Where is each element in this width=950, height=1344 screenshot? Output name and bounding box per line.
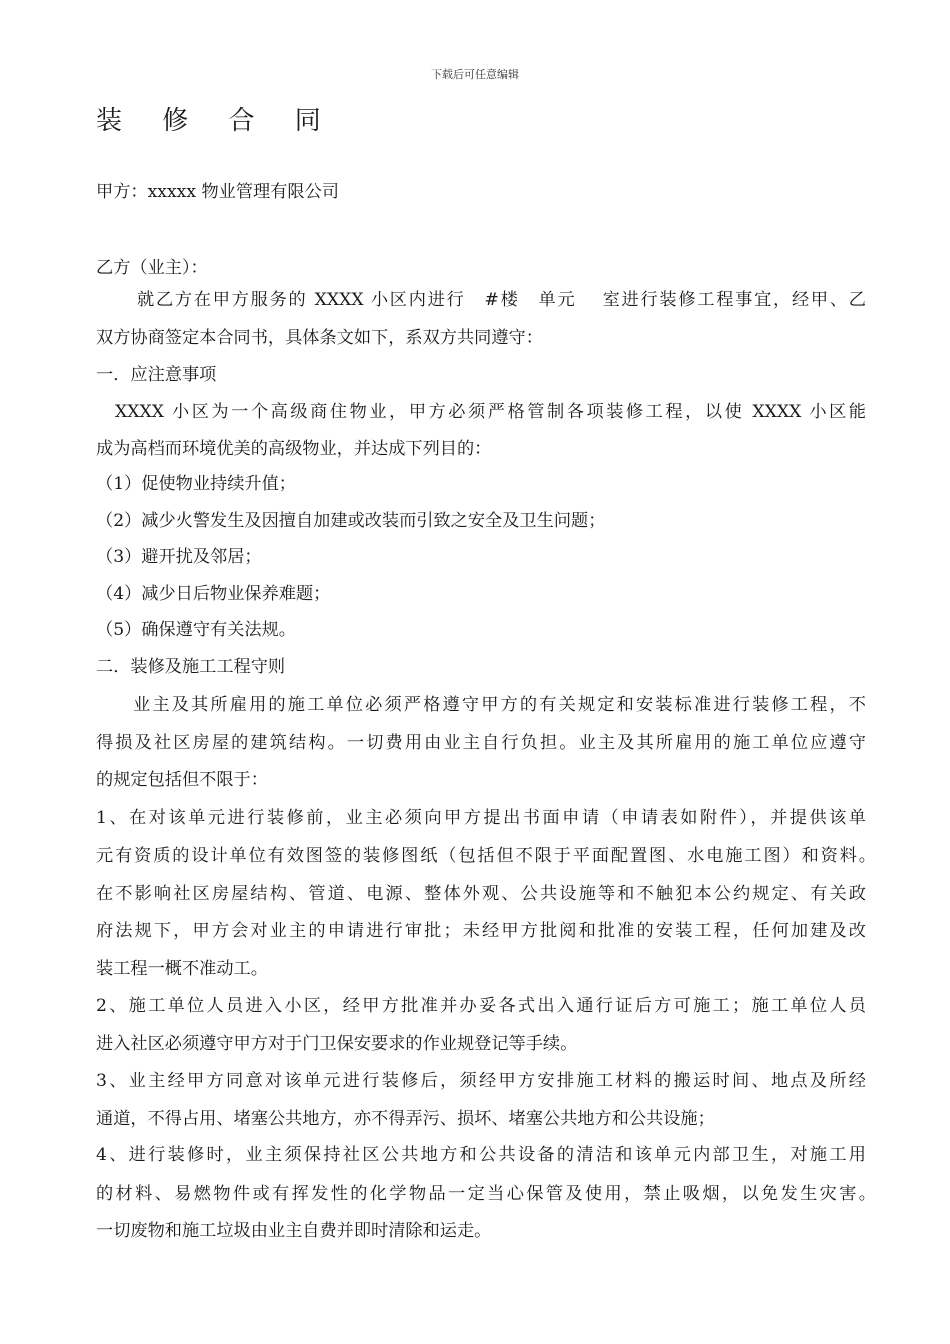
rule-1-line-3: 在不影响社区房屋结构、管道、电源、整体外观、公共设施等和不触犯本公约规定、有关政 — [96, 884, 866, 904]
list-item: （4）减少日后物业保养难题； — [96, 584, 331, 604]
rule-1-line-5: 装工程一概不准动工。 — [96, 959, 268, 979]
rule-1-line-2: 元有资质的设计单位有效图签的装修图纸（包括但不限于平面配置图、水电施工图）和资料。 — [96, 846, 876, 866]
header-note: 下载后可任意编辑 — [431, 68, 519, 81]
list-item: （1）促使物业持续升值； — [96, 474, 296, 494]
intro-line-2: 双方协商签定本合同书，具体条文如下，系双方共同遵守： — [96, 328, 543, 348]
section-2-body-line-1: 业主及其所雇用的施工单位必须严格遵守甲方的有关规定和安装标准进行装修工程，不 — [133, 695, 866, 715]
section-2-body-line-2: 得损及社区房屋的建筑结构。一切费用由业主自行负担。业主及其所雇用的施工单位应遵守 — [96, 733, 866, 753]
document-title: 装 修 合 同 — [96, 106, 337, 136]
party-b-line: 乙方（业主）： — [96, 258, 208, 278]
rule-4-line-2: 的材料、易燃物件或有挥发性的化学物品一定当心保管及使用，禁止吸烟，以免发生灾害。 — [96, 1184, 876, 1204]
rule-3-line-2: 通道，不得占用、堵塞公共地方，亦不得弄污、损坏、堵塞公共地方和公共设施； — [96, 1109, 715, 1129]
section-1-heading: 一．应注意事项 — [96, 365, 217, 385]
rule-1-line-4: 府法规下，甲方会对业主的申请进行审批；未经甲方批阅和批准的安装工程，任何加建及改 — [96, 921, 866, 941]
intro-line-1: 就乙方在甲方服务的 XXXX 小区内进行 #楼 单元 室进行装修工程事宜，经甲、乙 — [137, 290, 866, 310]
list-item: （3）避开扰及邻居； — [96, 547, 262, 567]
section-2-heading: 二．装修及施工工程守则 — [96, 657, 286, 677]
rule-2-line-1: 2、施工单位人员进入小区，经甲方批准并办妥各式出入通行证后方可施工；施工单位人员 — [96, 996, 866, 1016]
rule-4-line-3: 一切废物和施工垃圾由业主自费并即时清除和运走。 — [96, 1221, 492, 1241]
section-1-body-line-1: XXXX 小区为一个高级商住物业，甲方必须严格管制各项装修工程，以使 XXXX 小区能 — [115, 402, 866, 422]
list-item: （2）减少火警发生及因擅自加建或改装而引致之安全及卫生问题； — [96, 511, 606, 531]
section-2-body-line-3: 的规定包括但不限于： — [96, 770, 268, 790]
rule-1-line-1: 1、在对该单元进行装修前，业主必须向甲方提出书面申请（申请表如附件），并提供该单 — [96, 808, 866, 828]
rule-3-line-1: 3、业主经甲方同意对该单元进行装修后，须经甲方安排施工材料的搬运时间、地点及所经 — [96, 1071, 866, 1091]
list-item: （5）确保遵守有关法规。 — [96, 620, 296, 640]
rule-2-line-2: 进入社区必须遵守甲方对于门卫保安要求的作业规登记等手续。 — [96, 1034, 578, 1054]
rule-4-line-1: 4、进行装修时，业主须保持社区公共地方和公共设备的清洁和该单元内部卫生，对施工用 — [96, 1145, 866, 1165]
party-a-line: 甲方：xxxxx 物业管理有限公司 — [96, 182, 339, 202]
section-1-body-line-2: 成为高档而环境优美的高级物业，并达成下列目的： — [96, 439, 492, 459]
